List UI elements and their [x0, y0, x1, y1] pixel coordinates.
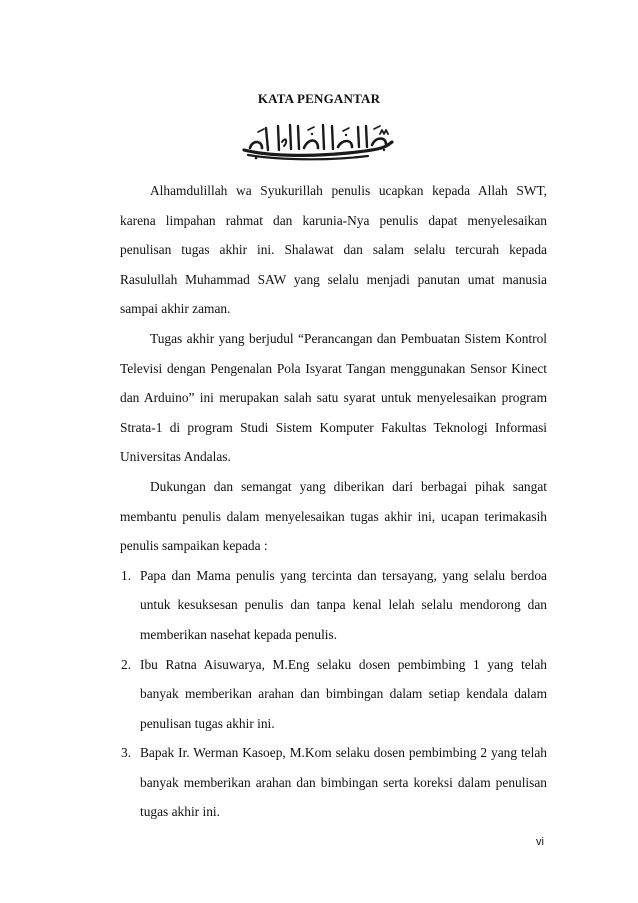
list-item — [120, 561, 547, 650]
list-item-text: Ibu Ratna Aisuwarya, M.Eng selaku dosen pembimbing 1 yang telah banyak memberikan arahan dan bimbingan dalam setiap kendala dalam penulisan tugas akhir ini. — [140, 656, 547, 731]
paragraph: Alhamdulillah wa Syukurillah penulis ucapkan kepada Allah SWT, karena limpahan rahmat dan karunia-Nya penulis dapat menyelesaikan penulisan tugas akhir ini. Shalawat dan salam selalu tercurah kepada Rasulullah Muhammad SAW yang selalu menjadi panutan umat manusia sampai akhir zaman. — [120, 183, 547, 317]
page-title: KATA PENGANTAR — [257, 91, 381, 106]
list-item-text: Bapak Ir. Werman Kasoep, M.Kom selaku dosen pembimbing 2 yang telah banyak memberikan arahan dan bimbingan serta koreksi dalam penulisan tugas akhir ini. — [140, 745, 547, 820]
list-item — [120, 738, 547, 827]
acknowledgement-list — [120, 561, 547, 827]
page-number: vi — [536, 836, 544, 848]
basmalah-calligraphy — [238, 120, 396, 162]
list-number: 1. — [121, 567, 132, 583]
list-number: 3. — [121, 745, 132, 761]
list-item — [120, 650, 547, 739]
list-item-text: Papa dan Mama penulis yang tercinta dan tersayang, yang selalu berdoa untuk kesuksesan penulis dan tanpa kenal lelah selalu mendorong dan memberikan nasehat kepada penulis. — [140, 567, 547, 642]
paragraph: Dukungan dan semangat yang diberikan dari berbagai pihak sangat membantu penulis dalam menyelesaikan tugas akhir ini, ucapan terimakasih penulis sampaikan kepada : — [120, 478, 547, 554]
body-text — [120, 176, 547, 827]
paragraph: Tugas akhir yang berjudul “Perancangan dan Pembuatan Sistem Kontrol Televisi dengan Pengenalan Pola Isyarat Tangan menggunakan Sensor Kinect dan Arduino” ini merupakan salah satu syarat untuk menyelesaikan program Strata-1 di program Studi Sistem Komputer Fakultas Teknologi Informasi Universitas Andalas. — [120, 330, 547, 465]
list-number: 2. — [121, 656, 132, 672]
